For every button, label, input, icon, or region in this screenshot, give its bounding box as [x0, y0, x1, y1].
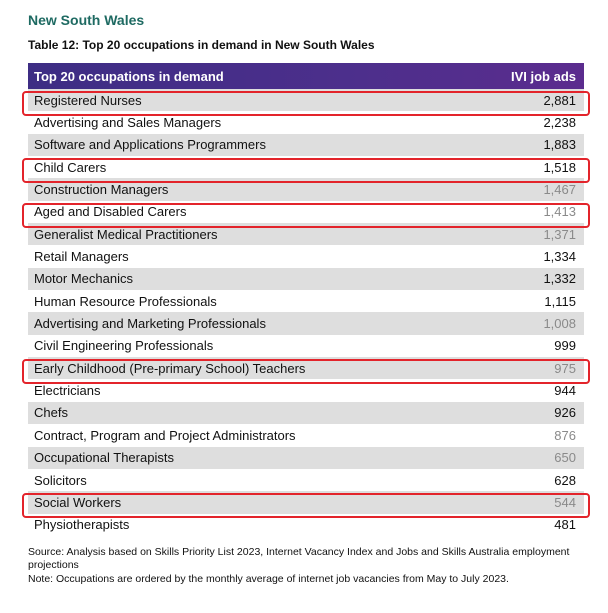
row-occupation: Solicitors: [34, 472, 87, 488]
row-value: 1,518: [543, 159, 576, 175]
occupations-table: [28, 63, 584, 536]
row-value: 1,413: [543, 204, 576, 220]
highlight-box-aged-disabled-carers: [22, 203, 590, 228]
row-value: 876: [554, 427, 576, 443]
table-row: [28, 447, 584, 469]
row-value: 1,115: [544, 293, 576, 309]
row-value: 1,334: [543, 249, 576, 265]
row-occupation: Software and Applications Programmers: [34, 137, 266, 153]
row-value: 2,238: [543, 115, 576, 131]
row-value: 1,008: [543, 316, 576, 332]
row-value: 628: [554, 472, 576, 488]
row-occupation: Motor Mechanics: [34, 271, 133, 287]
row-value: 975: [554, 360, 576, 376]
highlight-box-registered-nurses: [22, 91, 590, 116]
row-occupation: Physiotherapists: [34, 517, 130, 533]
table-row: [28, 245, 584, 267]
header-occupation: Top 20 occupations in demand: [34, 68, 224, 84]
table-row: [28, 312, 584, 334]
region-heading: New South Wales: [28, 12, 145, 28]
row-value: 926: [554, 405, 576, 421]
row-occupation: Generalist Medical Practitioners: [34, 226, 218, 242]
header-value: IVI job ads: [510, 68, 576, 84]
table-row: [28, 268, 584, 290]
table-header: [28, 63, 584, 89]
row-value: 481: [554, 517, 576, 533]
table-row: [28, 402, 584, 424]
table-row: [28, 469, 584, 491]
highlight-box-child-carers: [22, 158, 590, 183]
row-value: 999: [554, 338, 576, 354]
row-value: 2,881: [543, 92, 576, 108]
row-value: 544: [554, 494, 576, 510]
row-occupation: Electricians: [34, 383, 101, 399]
ordering-note: Note: Occupations are ordered by the monthly average of internet job vacancies from May to July 2023.: [28, 573, 509, 585]
row-value: 650: [554, 450, 576, 466]
table-title: Top 20 occupations in demand in New South Wales: [82, 38, 375, 52]
table-row: [28, 424, 584, 446]
row-occupation: Retail Managers: [34, 249, 129, 265]
row-occupation: Occupational Therapists: [34, 450, 174, 466]
row-value: 1,467: [543, 182, 576, 198]
row-occupation: Registered Nurses: [34, 92, 142, 108]
table-body: [28, 89, 584, 536]
caption-separator: :: [75, 38, 80, 52]
row-occupation: Social Workers: [34, 494, 122, 510]
row-occupation: Aged and Disabled Carers: [34, 204, 187, 220]
table-row: [28, 335, 584, 357]
table-caption: [28, 38, 375, 52]
row-occupation: Civil Engineering Professionals: [34, 338, 214, 354]
row-value: 944: [554, 383, 576, 399]
row-occupation: Human Resource Professionals: [34, 293, 217, 309]
source-note: Source: Analysis based on Skills Priority List 2023, Internet Vacancy Index and Jobs and Skills Australia employment projections: [28, 546, 570, 571]
highlight-box-social-workers: [22, 493, 590, 518]
row-occupation: Construction Managers: [34, 182, 169, 198]
row-occupation: Chefs: [34, 405, 68, 421]
row-occupation: Early Childhood (Pre-primary School) Teachers: [34, 360, 306, 376]
row-occupation: Child Carers: [34, 159, 107, 175]
table-row: [28, 134, 584, 156]
highlight-box-early-childhood-teachers: [22, 359, 590, 384]
row-occupation: Contract, Program and Project Administrators: [34, 427, 296, 443]
row-occupation: Advertising and Marketing Professionals: [34, 316, 266, 332]
table-number: Table 12: [28, 38, 76, 52]
row-value: 1,371: [543, 226, 576, 242]
row-occupation: Advertising and Sales Managers: [34, 115, 222, 131]
row-value: 1,883: [543, 137, 576, 153]
row-value: 1,332: [543, 271, 576, 287]
table-row: [28, 290, 584, 312]
